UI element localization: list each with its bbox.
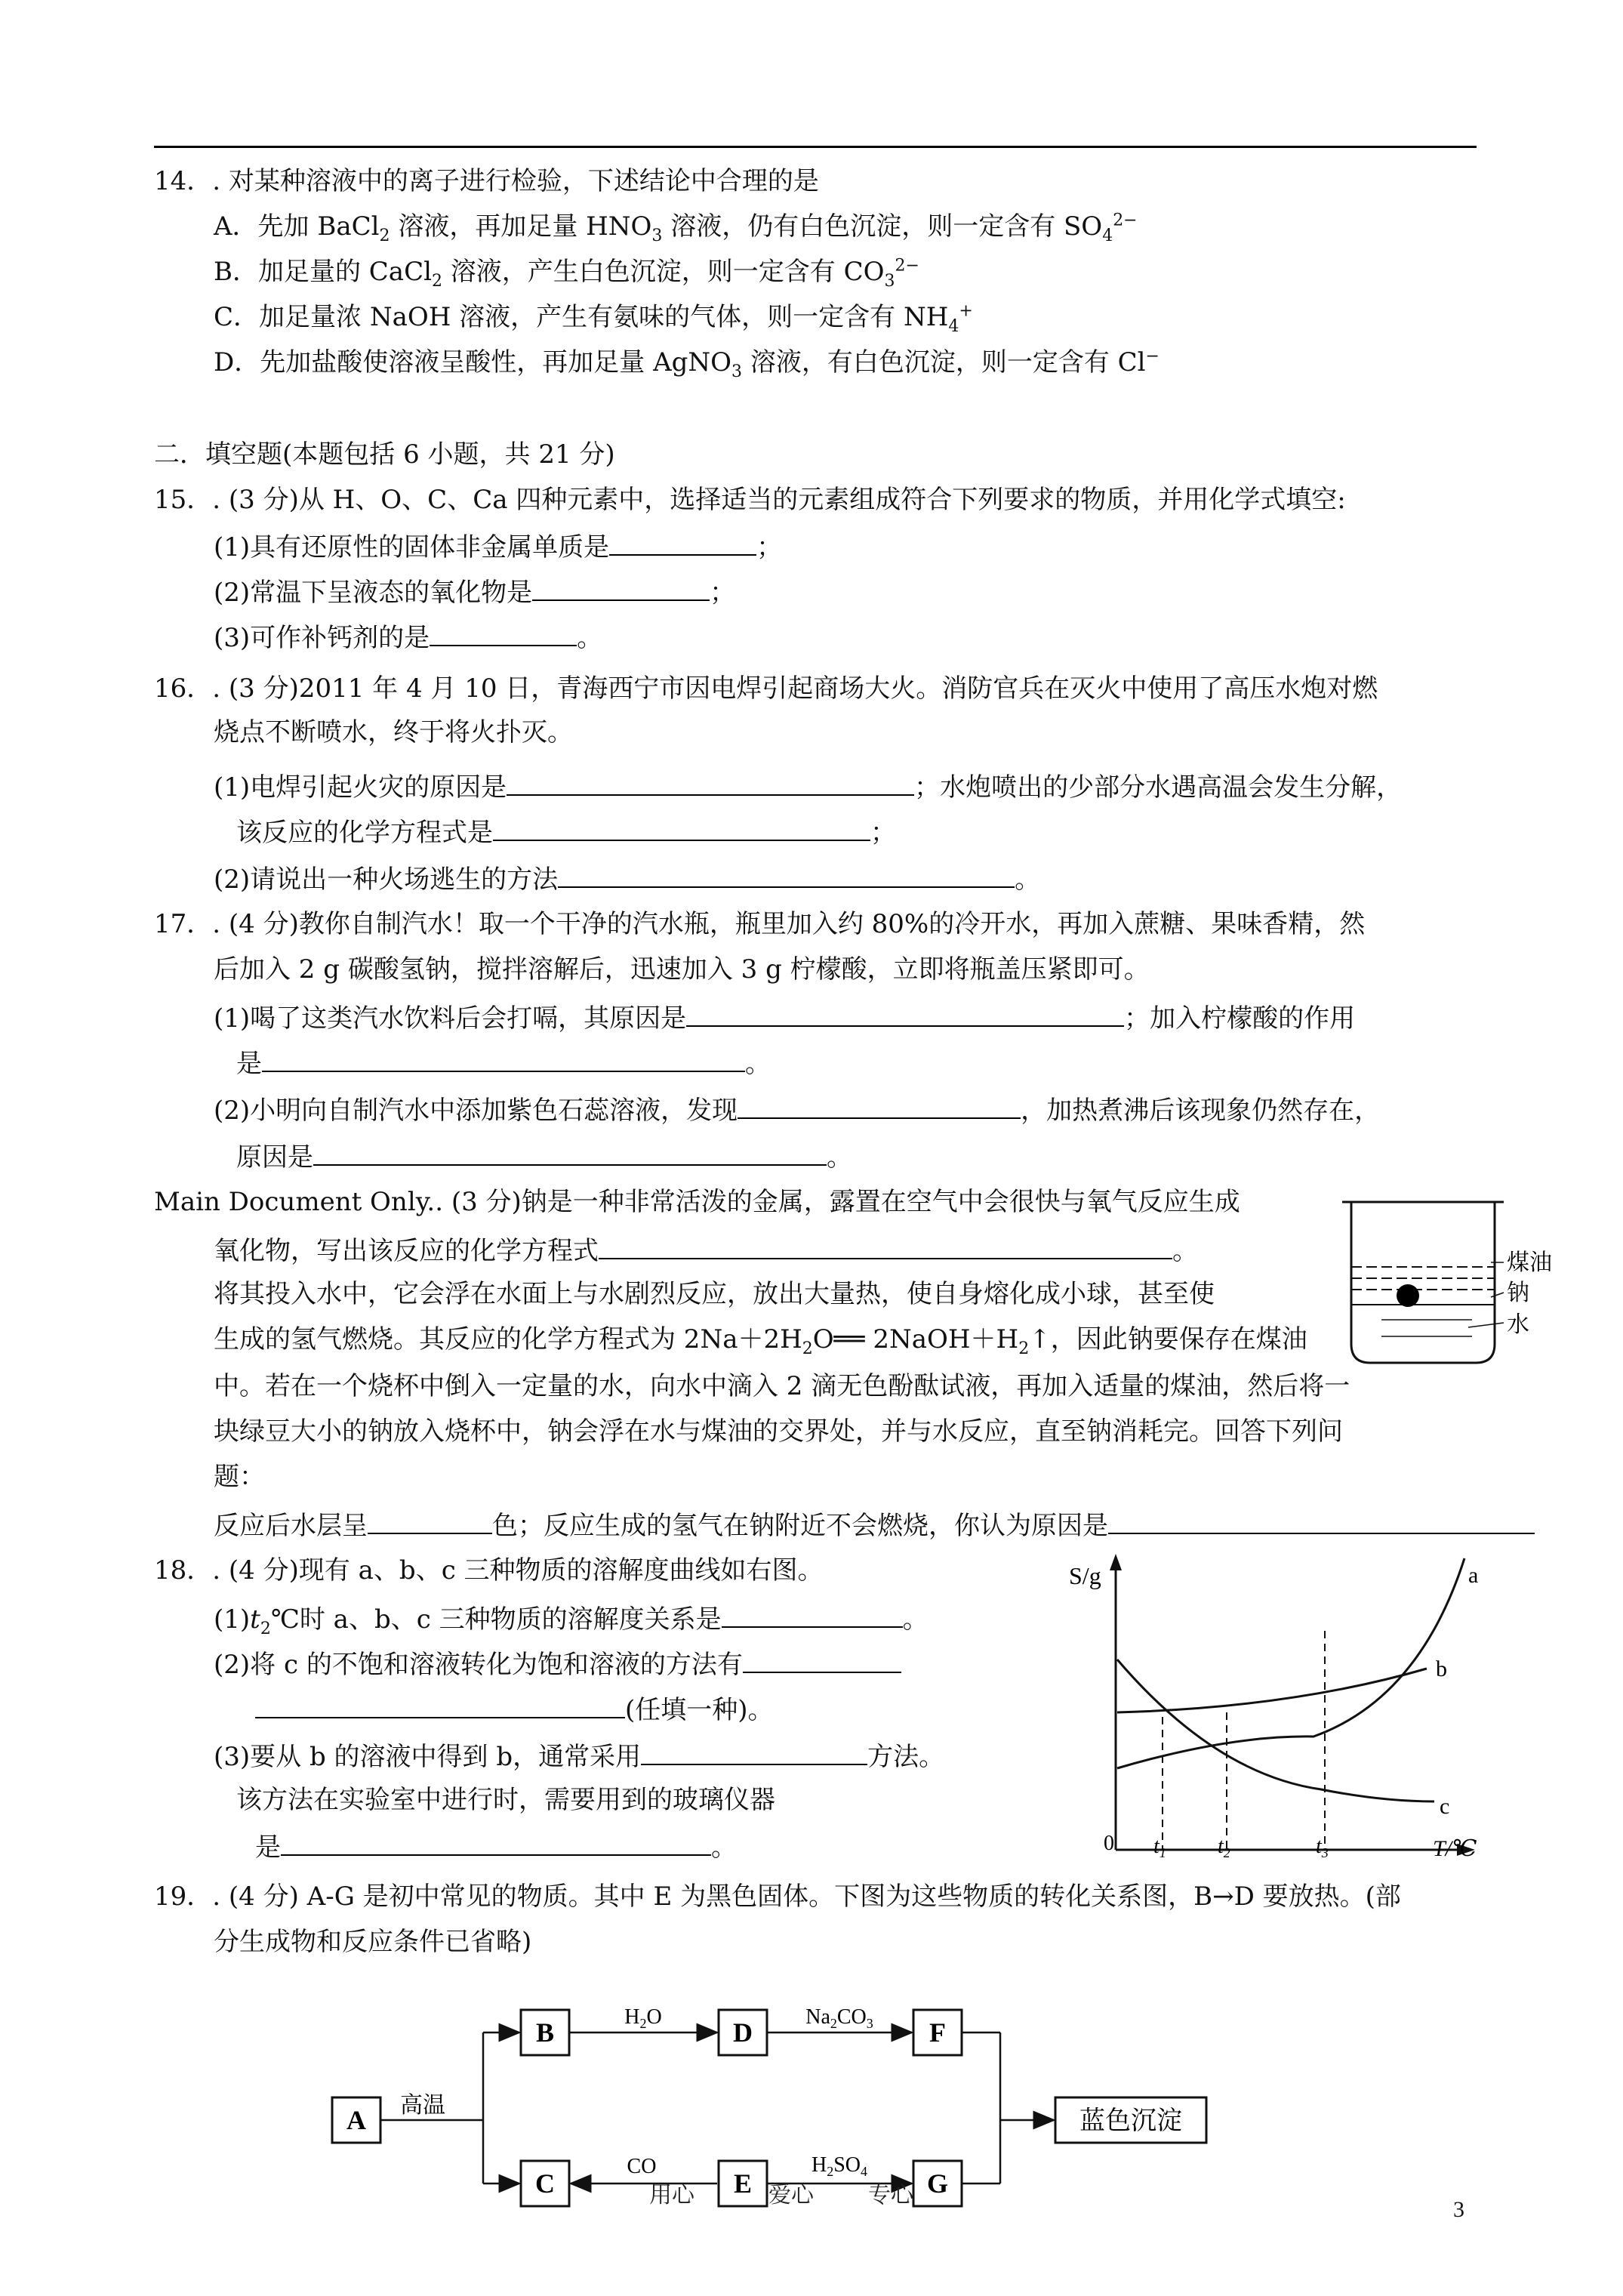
answer-blank[interactable] [532,574,710,601]
q17-stem-line1: 17．. (4 分)教你自制汽水！取一个干净的汽水瓶，瓶里加入约 80%的冷开水，再加入蔗糖、果味香精，然 [154,909,1366,939]
section-heading: 二．填空题(本题包括 6 小题，共 21 分) [154,439,615,470]
origin-label: 0 [1104,1832,1114,1855]
conversion-diagram [317,1986,1261,2212]
q18-part2-cont: (任填一种)。 [255,1691,774,1727]
answer-blank[interactable] [281,1829,711,1856]
q15-part1: (1)具有还原性的固体非金属单质是 ； [214,529,782,564]
label-water: 水 [1507,1312,1529,1337]
label-co: CO [627,2155,657,2178]
q18-part3-cont2: 是 。 [255,1829,737,1864]
q16-part1: (1)电焊引起火灾的原因是 ；水炮喷出的少部分水遇高温会发生分解， [214,769,1402,804]
label-na2co3: $Na_2CO_3$ [805,2005,873,2031]
q18-part3: (3)要从 b 的溶液中得到 b，通常采用 方法。 [214,1738,944,1774]
t1-label: $t_1$ [1153,1835,1166,1860]
answer-blank[interactable] [262,1045,745,1072]
answer-blank[interactable] [507,769,914,796]
watermark-2: 爱心 [768,2183,814,2208]
answer-blank[interactable] [368,1507,492,1534]
q17-part2-cont: 原因是 。 [236,1139,852,1174]
answer-blank[interactable] [255,1691,625,1718]
qmain-line7: 题： [214,1462,265,1492]
label-h2so4: $H_2SO_4$ [811,2153,868,2179]
q16-part2: (2)请说出一种火场逃生的方法 。 [214,861,1040,896]
watermark-1: 用心 [649,2183,694,2208]
q15-part2: (2)常温下呈液态的氧化物是 ； [214,574,735,609]
q14-option-c: C．加足量浓 NaOH 溶液，产生有氨味的气体，则一定含有 $NH_4^+$ [214,301,973,336]
box-precipitate-label: 蓝色沉淀 [1079,2107,1182,2135]
q14-option-d: D．先加盐酸使溶液呈酸性，再加足量 AgNO$_3$ 溶液，有白色沉淀，则一定含有 Cl− [214,347,1160,381]
solubility-graph [1064,1548,1487,1865]
label-h2o: $H_2O$ [624,2005,662,2031]
curve-b [1117,1669,1427,1712]
answer-blank[interactable] [722,1601,903,1628]
q16-stem-line2: 烧点不断喷水，终于将火扑灭。 [214,717,573,747]
watermark-3: 专心 [868,2183,913,2208]
q16-stem-line1: 16．. (3 分)2011 年 4 月 10 日，青海西宁市因电焊引起商场大火。消防官兵在灭火中使用了高压水炮对燃 [154,673,1378,704]
answer-blank[interactable] [641,1738,867,1765]
page-number: 3 [1453,2197,1464,2222]
box-B-label: B [535,2017,555,2048]
q18-part3-cont: 该方法在实验室中进行时，需要用到的玻璃仪器 [236,1785,775,1815]
box-F-label: F [929,2017,946,2048]
q18-part2: (2)将 c 的不饱和溶液转化为饱和溶液的方法有 [214,1646,901,1681]
curve-c [1117,1660,1434,1801]
curve-a [1117,1558,1464,1768]
q14-stem: 14．. 对某种溶液中的离子进行检验，下述结论中合理的是 [154,166,819,196]
q15-part3: (3)可作补钙剂的是 。 [214,619,602,655]
beaker-figure [1336,1193,1563,1374]
box-E-label: E [733,2168,753,2199]
qmain-line8: 反应后水层呈 色；反应生成的氢气在钠附近不会燃烧，你认为原因是 [214,1507,1535,1542]
q17-part1: (1)喝了这类汽水饮料后会打嗝，其原因是 ；加入柠檬酸的作用 [214,1000,1355,1035]
answer-blank[interactable] [558,861,1015,888]
q14-option-b: B．加足量的 CaCl$_2$ 溶液，产生白色沉淀，则一定含有 $CO_3^{2-}$ [214,256,919,291]
t2-label: $t_2$ [1218,1835,1230,1860]
curve-c-label: c [1440,1794,1450,1819]
qmain-line2: 氧化物，写出该反应的化学方程式 。 [214,1232,1198,1268]
answer-blank[interactable] [738,1092,1021,1119]
answer-blank[interactable] [743,1646,901,1673]
answer-blank[interactable] [686,1000,1124,1027]
y-axis-label: S/g [1069,1562,1101,1589]
answer-blank[interactable] [430,619,577,646]
qmain-line5: 中。若在一个烧杯中倒入一定量的水，向水中滴入 2 滴无色酚酞试液，再加入适量的煤油，然后将一 [214,1371,1350,1401]
answer-blank[interactable] [1108,1507,1535,1534]
qmain-line3: 将其投入水中，它会浮在水面上与水剧烈反应，放出大量热，使自身熔化成小球，甚至使 [214,1279,1215,1309]
answer-blank[interactable] [313,1139,827,1166]
sodium-ball [1397,1284,1419,1307]
t3-label: $t_3$ [1316,1835,1329,1860]
q19-stem-line2: 分生成物和反应条件已省略) [214,1927,532,1957]
q17-stem-line2: 后加入 2 g 碳酸氢钠，搅拌溶解后，迅速加入 3 g 柠檬酸，立即将瓶盖压紧即可。 [214,954,1150,985]
qmain-line1: Main Document Only.. (3 分)钠是一种非常活泼的金属，露置在空气中会很快与氧气反应生成 [154,1187,1240,1217]
q19-stem-line1: 19．. (4 分) A-G 是初中常见的物质。其中 E 为黑色固体。下图为这些物质的转化关系图，B→D 要放热。(部 [154,1881,1401,1912]
answer-blank[interactable] [609,529,756,556]
label-gaowen: 高温 [400,2093,445,2118]
q18-stem: 18．. (4 分)现有 a、b、c 三种物质的溶解度曲线如右图。 [154,1555,824,1586]
answer-blank[interactable] [599,1232,1172,1259]
qmain-line4: 生成的氢气燃烧。其反应的化学方程式为 $2Na+2H_2O══$ $2NaOH+H_2↑$，因此钠要保存在煤油 [214,1324,1307,1358]
label-sodium: 钠 [1507,1281,1529,1305]
q17-part1-cont: 是 。 [236,1045,771,1080]
header-rule [154,146,1477,148]
box-A-label: A [346,2105,366,2135]
qmain-line6: 块绿豆大小的钠放入烧杯中，钠会浮在水与煤油的交界处，并与水反应，直至钠消耗完。回答下列问 [214,1416,1343,1447]
curve-a-label: a [1468,1563,1479,1588]
q18-part1: $(1)t_2℃$时 a、b、c 三种物质的溶解度关系是 。 [214,1601,929,1636]
q16-part1-cont: 该反应的化学方程式是 ； [236,814,896,849]
q14-option-a: A．先加 BaCl$_2$ 溶液，再加足量 $HNO_3$ 溶液，仍有白色沉淀，则一定含有 $SO_4^{2-}$ [214,211,1138,245]
box-D-label: D [733,2017,753,2048]
box-G-label: G [926,2168,949,2199]
x-axis-label: T/℃ [1433,1836,1477,1861]
curve-b-label: b [1436,1657,1447,1681]
beaker-outline [1351,1202,1495,1363]
answer-blank[interactable] [493,814,870,841]
box-C-label: C [535,2168,555,2199]
q17-part2: (2)小明向自制汽水中添加紫色石蕊溶液，发现 ，加热煮沸后该现象仍然存在， [214,1092,1380,1127]
q15-stem: 15．. (3 分)从 H、O、C、Ca 四种元素中，选择适当的元素组成符合下列要求的物质，并用化学式填空: [154,485,1346,515]
label-oil: 煤油 [1507,1250,1552,1275]
